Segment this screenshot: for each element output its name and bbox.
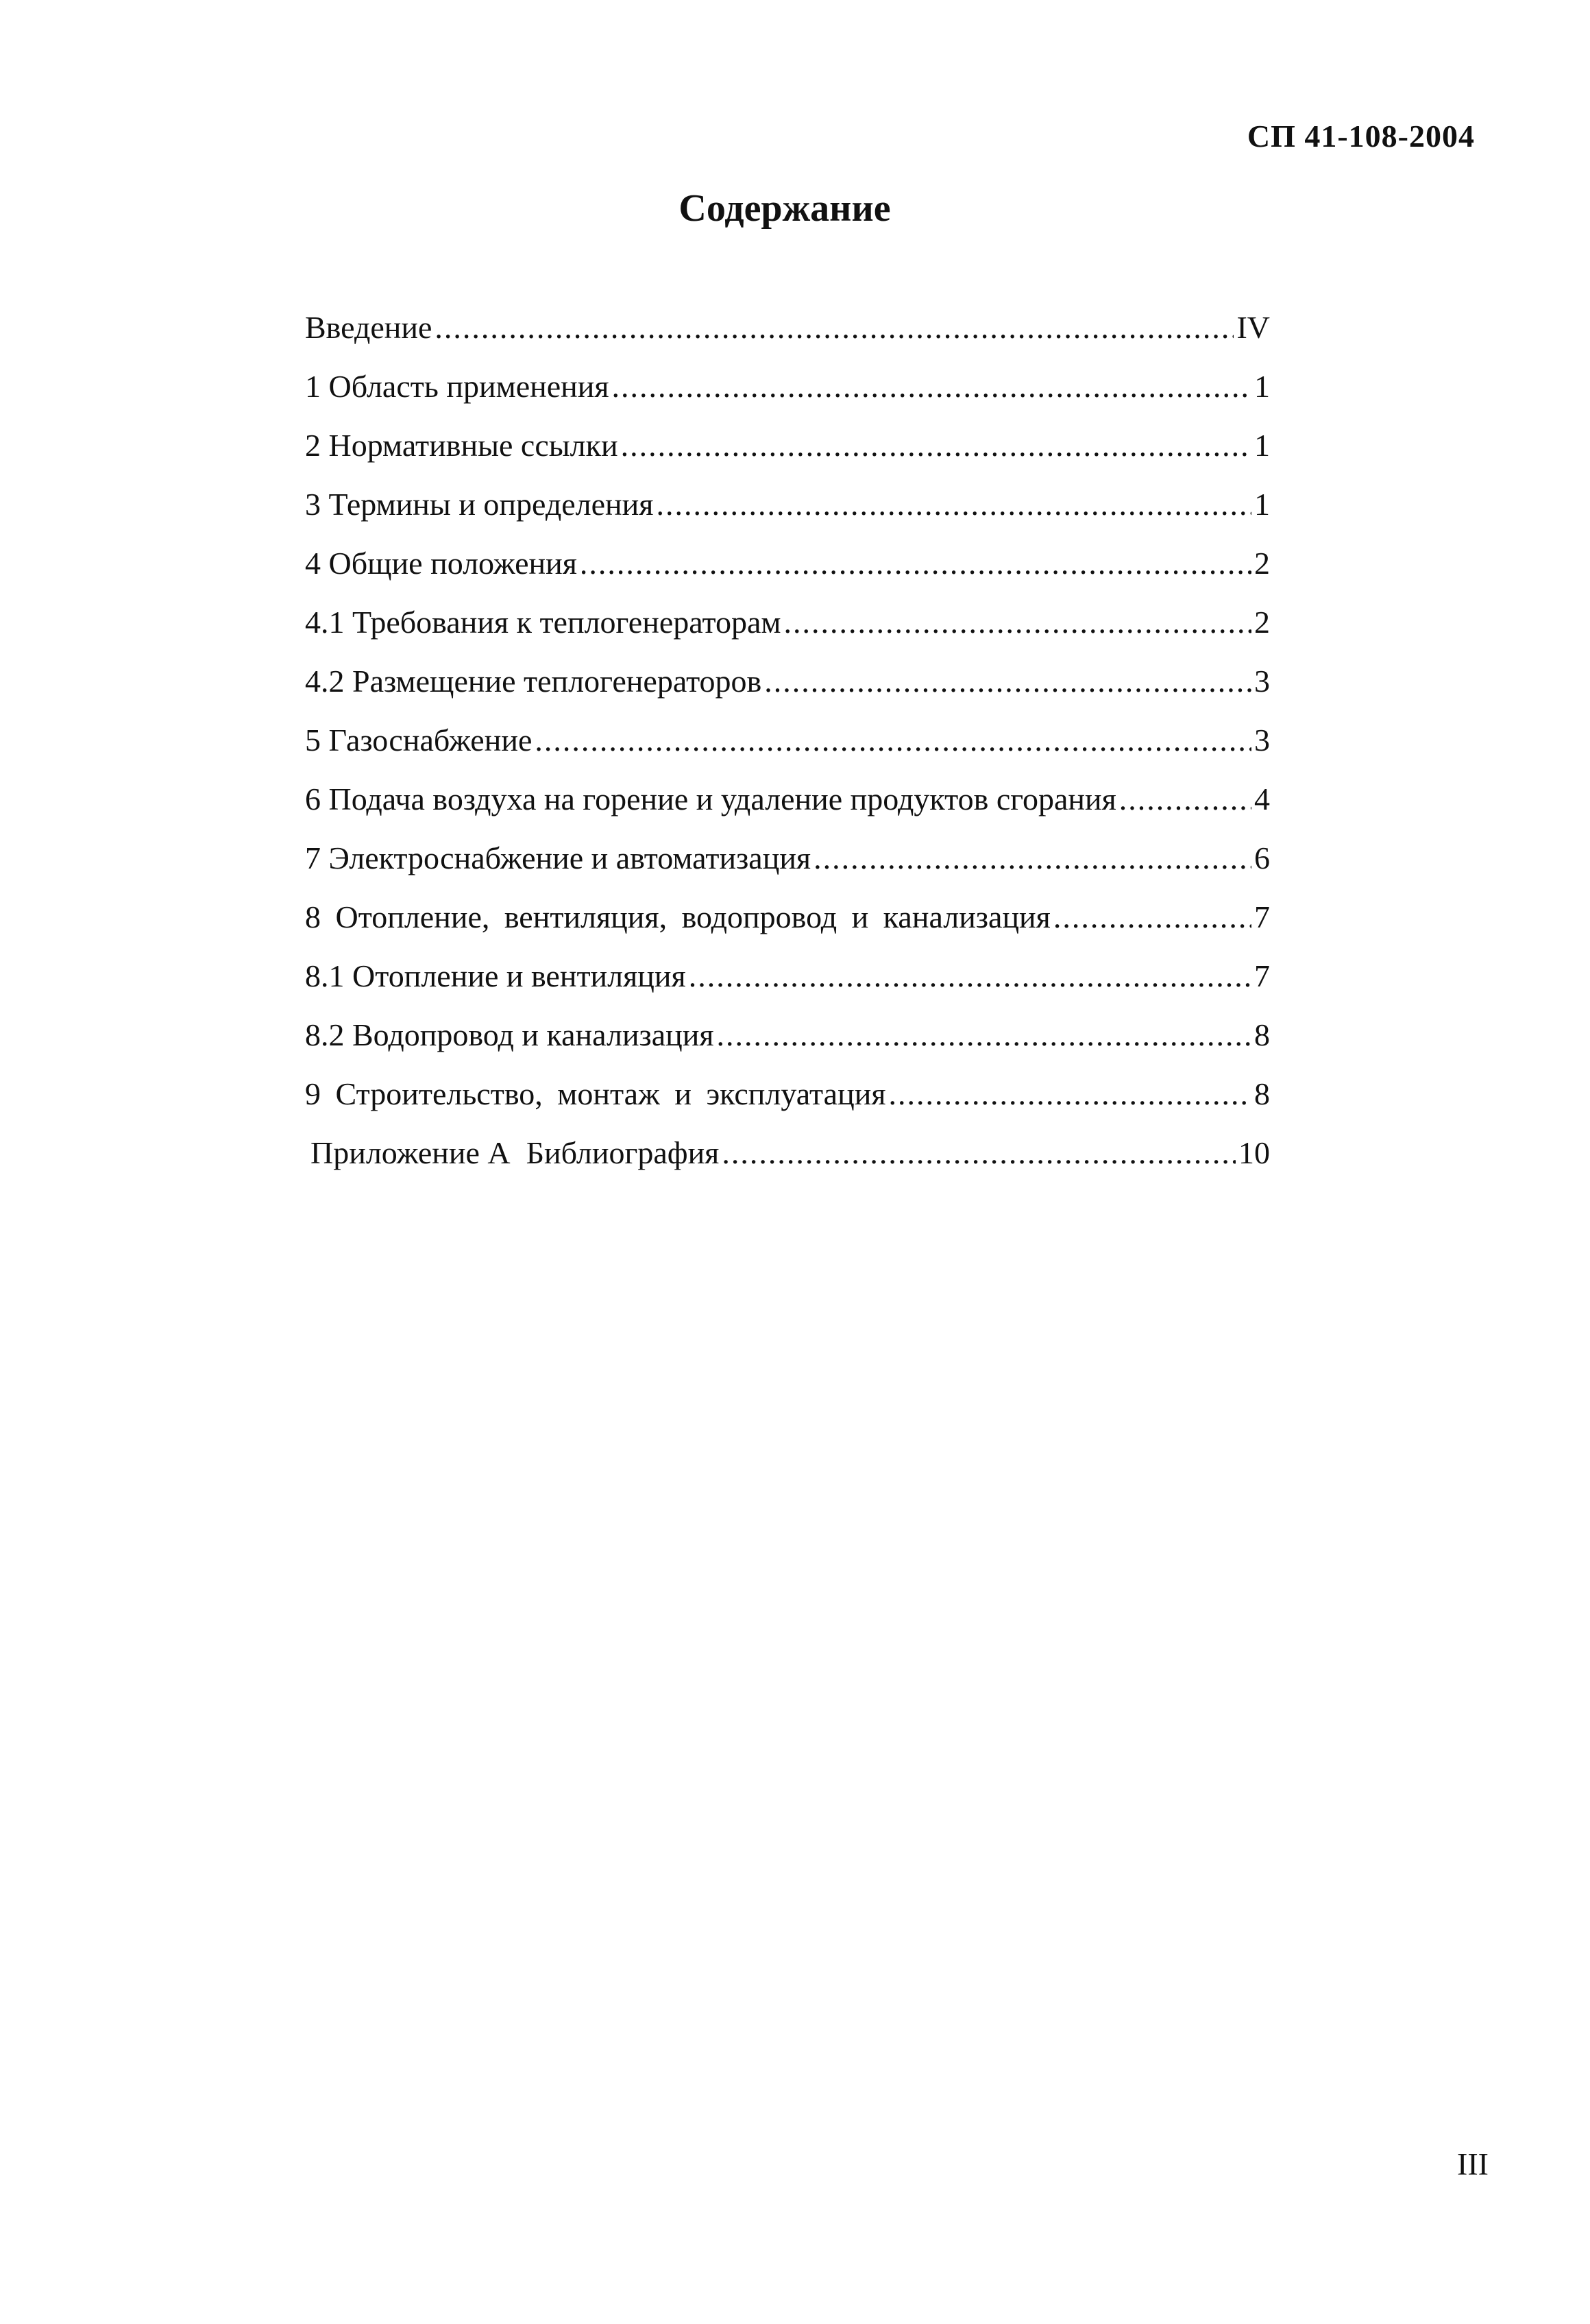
dot-leader (612, 366, 1251, 407)
page-number: III (1457, 2146, 1489, 2181)
toc-entry-4-1[interactable] (305, 602, 1270, 661)
toc-entry-appendix-a[interactable] (305, 1133, 1270, 1191)
toc-entry-label: 4.2 Размещение теплогенераторов (305, 664, 762, 699)
dot-leader (689, 956, 1251, 997)
dot-leader (435, 307, 1234, 348)
toc-entry-4-2[interactable] (305, 661, 1270, 720)
toc-entry-label: 8.2 Водопровод и канализация (305, 1017, 714, 1052)
dot-leader (1053, 897, 1251, 938)
dot-leader (717, 1015, 1251, 1056)
toc-entry-page: 3 (1254, 664, 1270, 699)
dot-leader (888, 1074, 1251, 1115)
toc-entry-8-1[interactable] (305, 956, 1270, 1015)
toc-entry-page: 1 (1254, 428, 1270, 463)
toc-entry-page: 2 (1254, 605, 1270, 640)
toc-entry-2[interactable] (305, 425, 1270, 484)
dot-leader (722, 1133, 1236, 1174)
toc-entry-page: 2 (1254, 546, 1270, 581)
dot-leader (1119, 779, 1251, 820)
toc-entry-introduction[interactable] (305, 307, 1270, 366)
document-code: СП 41-108-2004 (1247, 119, 1475, 154)
dot-leader (535, 720, 1251, 761)
toc-entry-page: IV (1236, 310, 1270, 345)
toc-entry-5[interactable] (305, 720, 1270, 779)
toc-entry-label: 4 Общие положения (305, 546, 577, 581)
toc-entry-6[interactable] (305, 779, 1270, 838)
dot-leader (621, 425, 1251, 466)
toc-entry-label: 1 Область применения (305, 369, 609, 404)
toc-entry-page: 1 (1254, 487, 1270, 522)
toc-entry-page: 4 (1254, 782, 1270, 816)
toc-entry-page: 10 (1238, 1135, 1270, 1170)
toc-entry-8[interactable] (305, 897, 1270, 956)
toc-entry-page: 3 (1254, 723, 1270, 758)
toc-entry-label: 6 Подача воздуха на горение и удаление продуктов сгорания (305, 782, 1116, 816)
table-of-contents (305, 307, 1270, 1191)
toc-entry-8-2[interactable] (305, 1015, 1270, 1074)
dot-leader (580, 543, 1251, 584)
toc-entry-page: 8 (1254, 1076, 1270, 1111)
toc-entry-label: 9 Строительство, монтаж и эксплуатация (305, 1076, 886, 1111)
dot-leader (814, 838, 1251, 879)
toc-entry-7[interactable] (305, 838, 1270, 897)
toc-entry-page: 1 (1254, 369, 1270, 404)
toc-entry-label: Приложение А Библиография (310, 1135, 720, 1170)
dot-leader (656, 484, 1251, 525)
toc-entry-page: 6 (1254, 840, 1270, 875)
dot-leader (764, 661, 1251, 702)
page-title: Содержание (678, 187, 891, 230)
toc-entry-label: 7 Электроснабжение и автоматизация (305, 840, 811, 875)
toc-entry-label: 8 Отопление, вентиляция, водопровод и канализация (305, 899, 1051, 934)
toc-entry-page: 7 (1254, 899, 1270, 934)
toc-entry-label: 8.1 Отопление и вентиляция (305, 958, 686, 993)
toc-entry-page: 7 (1254, 958, 1270, 993)
toc-entry-9[interactable] (305, 1074, 1270, 1133)
toc-entry-label: 5 Газоснабжение (305, 723, 533, 758)
toc-entry-1[interactable] (305, 366, 1270, 425)
toc-entry-3[interactable] (305, 484, 1270, 543)
dot-leader (784, 602, 1252, 643)
toc-entry-label: 4.1 Требования к теплогенераторам (305, 605, 781, 640)
toc-entry-label: Введение (305, 310, 432, 345)
toc-entry-4[interactable] (305, 543, 1270, 602)
toc-entry-label: 2 Нормативные ссылки (305, 428, 618, 463)
toc-entry-label: 3 Термины и определения (305, 487, 654, 522)
toc-entry-page: 8 (1254, 1017, 1270, 1052)
